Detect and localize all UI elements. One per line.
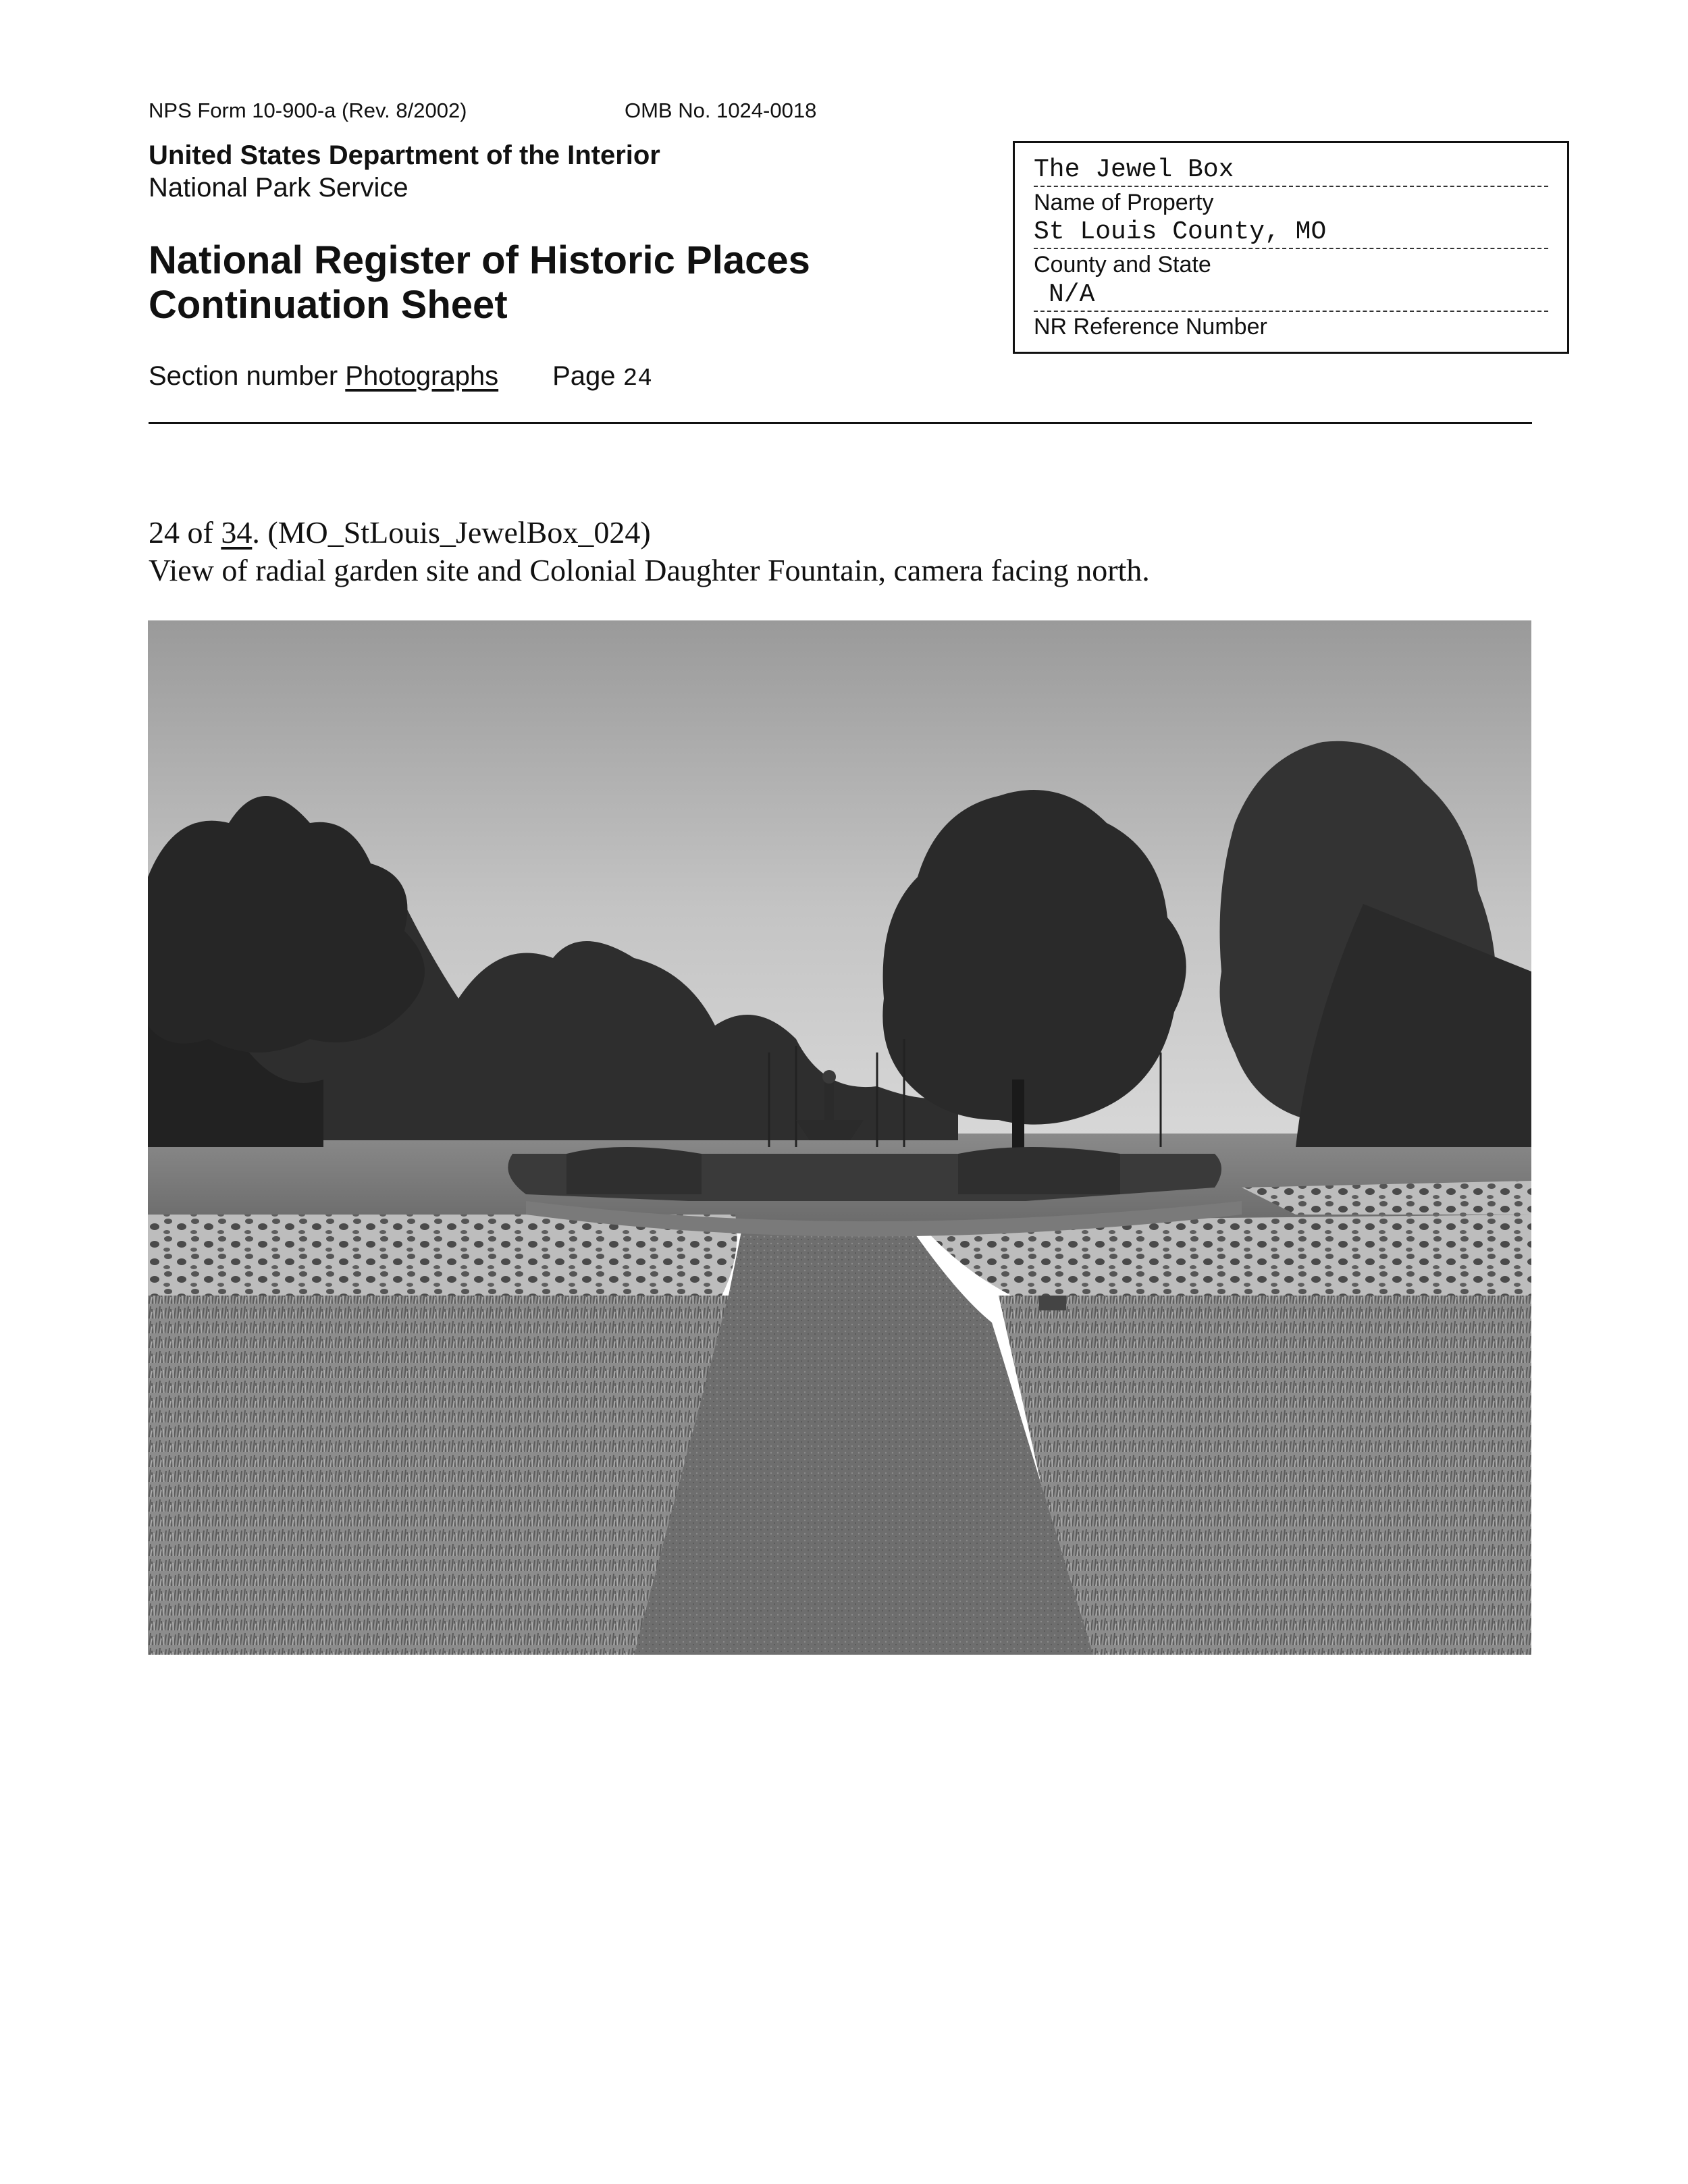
department-name: United States Department of the Interior <box>149 140 660 170</box>
page-number: 24 <box>623 365 652 392</box>
document-title: National Register of Historic Places <box>149 238 810 282</box>
section-line <box>149 361 652 392</box>
property-name-label: Name of Property <box>1034 190 1214 215</box>
property-info-box <box>1013 141 1569 354</box>
county-state-value: St Louis County, MO <box>1034 217 1327 246</box>
county-state-label: County and State <box>1034 252 1211 277</box>
property-name-divider <box>1034 186 1548 187</box>
photo-filename: . (MO_StLouis_JewelBox_024) <box>252 515 651 550</box>
photo-of-text: of <box>180 515 221 550</box>
nr-reference-divider <box>1034 311 1548 312</box>
property-name-value: The Jewel Box <box>1034 155 1234 184</box>
photo-caption-heading <box>149 514 651 550</box>
agency-name: National Park Service <box>149 173 408 203</box>
nr-reference-value: N/A <box>1049 280 1095 309</box>
omb-number: OMB No. 1024-0018 <box>625 99 817 122</box>
section-value: Photographs <box>345 361 499 391</box>
form-identifier: NPS Form 10-900-a (Rev. 8/2002) <box>149 99 467 122</box>
photo-description: View of radial garden site and Colonial Daughter Fountain, camera facing north. <box>149 553 1150 587</box>
nr-reference-label: NR Reference Number <box>1034 314 1267 340</box>
section-label: Section number <box>149 361 346 391</box>
document-subtitle: Continuation Sheet <box>149 283 508 327</box>
garden-photograph <box>148 620 1531 1655</box>
photo-number: 24 <box>149 515 180 550</box>
header-divider <box>149 422 1532 424</box>
page-label: Page <box>552 361 623 391</box>
county-state-divider <box>1034 248 1548 249</box>
photo-total: 34 <box>221 515 253 550</box>
